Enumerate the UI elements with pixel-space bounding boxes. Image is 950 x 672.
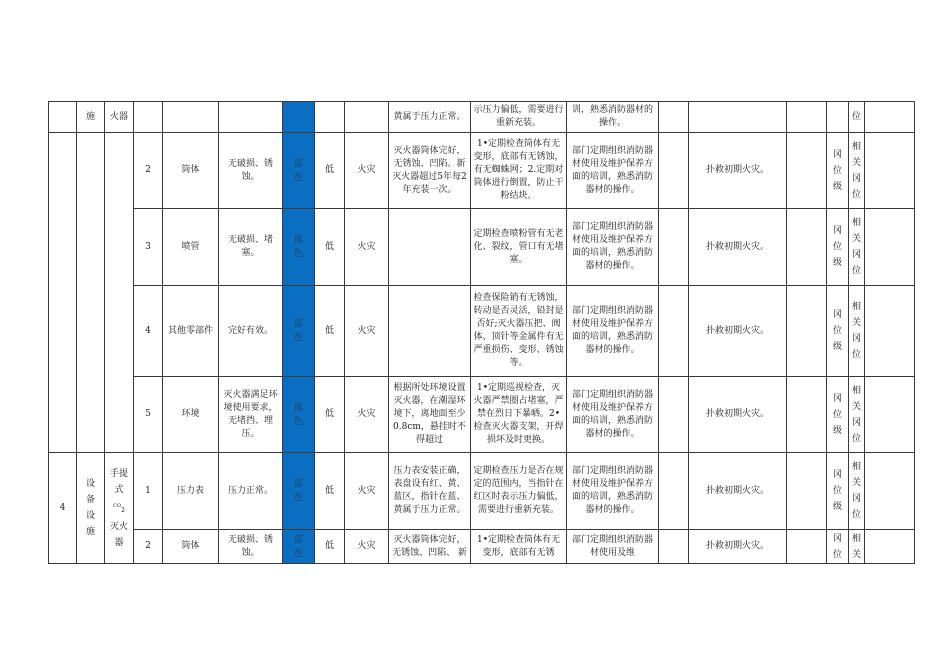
risk-level: 低 — [315, 286, 345, 377]
table-row — [49, 286, 915, 377]
emergency-measure: 扑救初期火灾。 — [689, 286, 787, 377]
measure-a: 根据所处环境设置灭火器，在潮湿环境下，离地面至少0.8cm，悬挂时不得超过 — [389, 377, 471, 453]
hazard-type: 火灾 — [345, 530, 389, 564]
item-name: 压力表 — [163, 453, 219, 530]
measure-b-fragment: 示压力偏低，需要进行重新充装。 — [471, 102, 567, 133]
hazard-type: 火灾 — [345, 209, 389, 286]
item-standard: 灭火器满足环境使用要求，无堵挡、埋压。 — [219, 377, 283, 453]
responsible-post: 相关冈位 — [849, 209, 865, 286]
table-row — [49, 377, 915, 453]
hazard-type: 火灾 — [345, 453, 389, 530]
item-name: 筒体 — [163, 530, 219, 564]
cell-blank — [77, 133, 105, 453]
training-measure: 部门定期组织消防器材使用及维 — [567, 530, 659, 564]
table-row — [49, 209, 915, 286]
risk-level: 低 — [315, 209, 345, 286]
risk-color-cell: 蓝色 — [283, 377, 315, 453]
measure-a — [389, 286, 471, 377]
training-measure: 部门定期组织消防器材使用及维护保养方面的培训，熟悉消防器材的操作。 — [567, 377, 659, 453]
item-standard: 无破损、堵塞。 — [219, 209, 283, 286]
item-name: 其他零部件 — [163, 286, 219, 377]
emergency-measure: 扑救初期火灾。 — [689, 209, 787, 286]
table-row — [49, 453, 915, 530]
color-cell — [283, 102, 315, 133]
measure-b: 检查保险销有无锈蚀，转动是否灵活，铅封是否好;灭火器压把、阀体、顶针等金属件有无严重损伤、变形、锈蚀等。 — [471, 286, 567, 377]
measure-a: 灭火器筒体完好，无锈蚀、凹陷。新灭火器超过5年每2年充装一次。 — [389, 133, 471, 209]
training-measure: 部门定期组织消防器材使用及维护保养方面的培训，熟悉消防器材的操作。 — [567, 209, 659, 286]
emergency-measure: 扑救初期火灾。 — [689, 453, 787, 530]
risk-color-cell: 蓝色 — [283, 453, 315, 530]
control-grade: 冈位 — [827, 530, 849, 564]
emergency-measure: 扑救初期火灾。 — [689, 530, 787, 564]
continuation-row — [49, 102, 915, 133]
measure-b: 1•定期巡视检查，灭火器严禁圈占堵塞，严禁在烈日下暴晒。2•检查灭火器支架，开焊损坏及时更换。 — [471, 377, 567, 453]
item-standard: 无破损、锈蚀。 — [219, 530, 283, 564]
category-fragment: 施 — [77, 102, 105, 133]
item-standard: 压力正常。 — [219, 453, 283, 530]
cell-blank — [105, 133, 134, 453]
risk-color-cell: 蓝色 — [283, 133, 315, 209]
measure-b: 定期检查压力是否在规定的范围内，当指针在红区时表示压力偏低，需要进行重新充装。 — [471, 453, 567, 530]
responsible-post: 相关冈位 — [849, 377, 865, 453]
control-grade: 冈位级 — [827, 453, 849, 530]
hazard-type: 火灾 — [345, 286, 389, 377]
training-fragment: 训，熟悉消防器材的操作。 — [567, 102, 659, 133]
item-standard: 无破损、锈蚀。 — [219, 133, 283, 209]
emergency-measure: 扑救初期火灾。 — [689, 377, 787, 453]
responsible-post: 相关冈位 — [849, 133, 865, 209]
device-name: 手提式 $^{CO}_2$灭火器 — [105, 453, 134, 564]
item-number: 2 — [134, 133, 163, 209]
responsible-post: 相关冈位 — [849, 453, 865, 530]
item-number: 2 — [134, 530, 163, 564]
measure-a: 灭火器筒体完好，无锈蚀、凹陷、 新 — [389, 530, 471, 564]
training-measure: 部门定期组织消防器材使用及维护保养方面的培训，熟悉消防器材的操作。 — [567, 453, 659, 530]
emergency-measure: 扑救初期火灾。 — [689, 133, 787, 209]
control-grade: 冈位级 — [827, 286, 849, 377]
control-grade: 冈位级 — [827, 133, 849, 209]
section-category: 设备设施 — [77, 453, 105, 564]
table-row — [49, 133, 915, 209]
cell-blank — [49, 102, 77, 133]
item-name: 喷管 — [163, 209, 219, 286]
training-measure: 部门定期组织消防器材使用及维护保养方面的培训，熟悉消防器材的操作。 — [567, 133, 659, 209]
item-number: 3 — [134, 209, 163, 286]
risk-color-cell: 蓝色 — [283, 530, 315, 564]
measure-b: 1•定期检查筒体有无变形，底部有无锈蚀，有无蜘蛛网；2.定期对筒体进行倒置，防止干粉结块。 — [471, 133, 567, 209]
responsible-post: 相关 — [849, 530, 865, 564]
risk-level: 低 — [315, 453, 345, 530]
measure-b: 1•定期检查筒体有无变形，底部有无锈 — [471, 530, 567, 564]
risk-level: 低 — [315, 530, 345, 564]
cell-blank — [49, 133, 77, 453]
risk-color-cell: 蓝色 — [283, 209, 315, 286]
measure-a-fragment: 黄属于压力正常。 — [389, 102, 471, 133]
device-fragment: 火器 — [105, 102, 134, 133]
risk-control-table — [48, 101, 915, 564]
section-index: 4 — [49, 453, 77, 564]
measure-a — [389, 209, 471, 286]
table-row — [49, 530, 915, 564]
hazard-type: 火灾 — [345, 133, 389, 209]
control-grade: 冈位级 — [827, 209, 849, 286]
risk-color-cell: 蓝色 — [283, 286, 315, 377]
item-standard: 完好有效。 — [219, 286, 283, 377]
item-number: 4 — [134, 286, 163, 377]
risk-level: 低 — [315, 377, 345, 453]
resp-fragment: 位 — [849, 102, 865, 133]
item-name: 环境 — [163, 377, 219, 453]
measure-b: 定期检查喷粉管有无老化、裂纹，管口有无堵塞。 — [471, 209, 567, 286]
item-name: 筒体 — [163, 133, 219, 209]
control-grade: 冈位级 — [827, 377, 849, 453]
training-measure: 部门定期组织消防器材使用及维护保养方面的培训，熟悉消防器材的操作。 — [567, 286, 659, 377]
measure-a: 压力表安装正确，表盘设有红、黄、蓝区，指针在蓝、黄属于压力正常。 — [389, 453, 471, 530]
item-number: 1 — [134, 453, 163, 530]
item-number: 5 — [134, 377, 163, 453]
responsible-post: 相关冈位 — [849, 286, 865, 377]
hazard-type: 火灾 — [345, 377, 389, 453]
risk-level: 低 — [315, 133, 345, 209]
